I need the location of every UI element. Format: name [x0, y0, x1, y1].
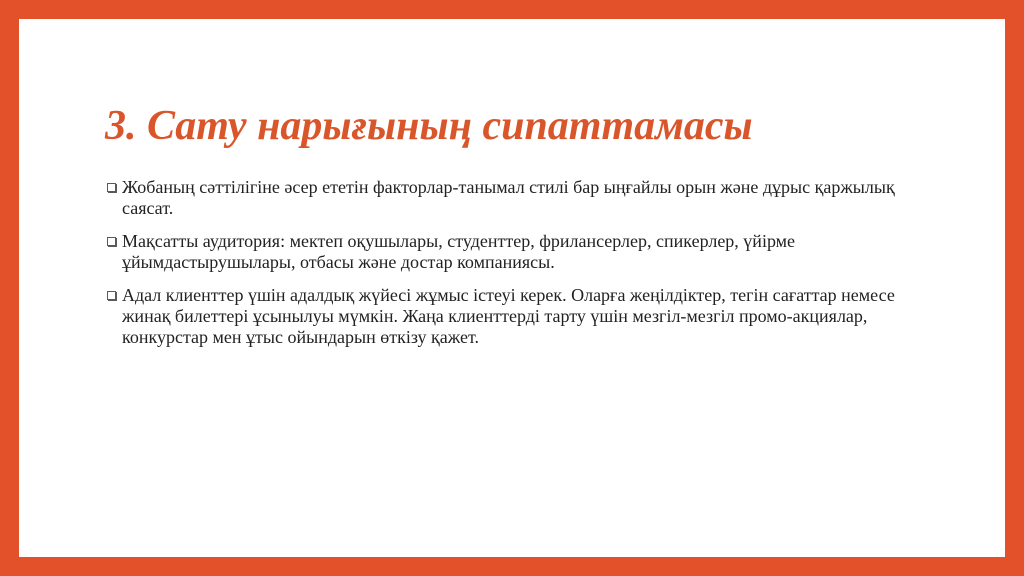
square-bullet-icon — [107, 237, 116, 246]
bullet-item — [105, 231, 905, 273]
square-bullet-icon — [107, 183, 116, 192]
slide-canvas — [19, 19, 1005, 557]
bullet-text: Адал клиенттер үшін адалдық жүйесі жұмыс істеуі керек. Оларға жеңілдіктер, тегін сағаттар немесе жинақ билеттері ұсынылуы мүмкін. Жаңа клиенттерді тарту үшін мезгіл-мезгіл промо-акциялар, конкурстар мен ұтыс ойындарын өткізу қажет. — [122, 285, 895, 347]
slide-title: 3. Сату нарығының сипаттамасы — [105, 103, 753, 149]
bullet-text: Жобаның сәттілігіне әсер ететін факторлар-танымал стилі бар ыңғайлы орын және дұрыс қаржылық саясат. — [122, 177, 895, 218]
bullet-item — [105, 285, 905, 348]
bullet-text: Мақсатты аудитория: мектеп оқушылары, студенттер, фрилансерлер, спикерлер, үйірме ұйымдастырушылары, отбасы және достар компаниясы. — [122, 231, 796, 272]
bullet-item — [105, 177, 905, 219]
bullet-list — [105, 177, 905, 360]
square-bullet-icon — [107, 291, 116, 300]
